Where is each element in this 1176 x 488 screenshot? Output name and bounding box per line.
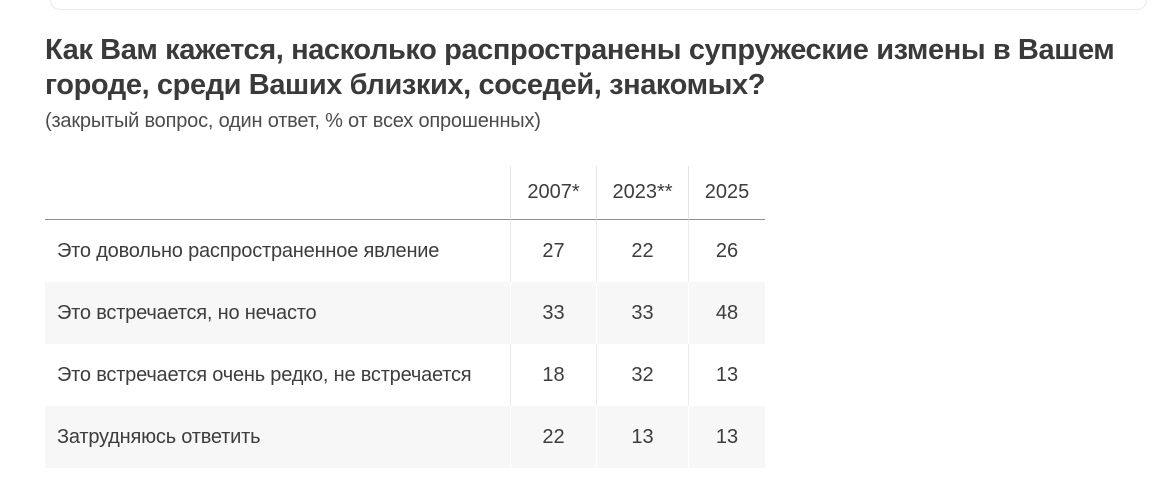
answer-label: Это встречается очень редко, не встречается: [45, 344, 510, 406]
value-2007: 18: [510, 344, 596, 406]
value-2007: 22: [510, 406, 596, 468]
table-row: [45, 282, 765, 344]
answer-label: Затрудняюсь ответить: [45, 406, 510, 468]
answer-label: Это довольно распространенное явление: [45, 220, 510, 282]
value-2025: 26: [688, 220, 765, 282]
value-2007: 27: [510, 220, 596, 282]
answer-column-header: [45, 166, 510, 220]
value-2023: 13: [596, 406, 688, 468]
value-2023: 32: [596, 344, 688, 406]
value-2007: 33: [510, 282, 596, 344]
question-subtitle: (закрытый вопрос, один ответ, % от всех опрошенных): [45, 110, 541, 132]
value-2025: 13: [688, 344, 765, 406]
table-row: [45, 344, 765, 406]
table-header-row: [45, 166, 765, 220]
table-row: [45, 406, 765, 468]
year-header-2023: 2023**: [596, 166, 688, 220]
answer-label: Это встречается, но нечасто: [45, 282, 510, 344]
results-table: [45, 166, 765, 468]
content-card-edge: [50, 0, 1147, 10]
value-2023: 33: [596, 282, 688, 344]
year-header-2025: 2025: [688, 166, 765, 220]
value-2023: 22: [596, 220, 688, 282]
value-2025: 48: [688, 282, 765, 344]
table-row: [45, 220, 765, 282]
question-title: Как Вам кажется, насколько распространены супружеские измены в Вашем городе, среди Ваших близких, соседей, знакомых?: [45, 34, 1115, 101]
year-header-2007: 2007*: [510, 166, 596, 220]
value-2025: 13: [688, 406, 765, 468]
